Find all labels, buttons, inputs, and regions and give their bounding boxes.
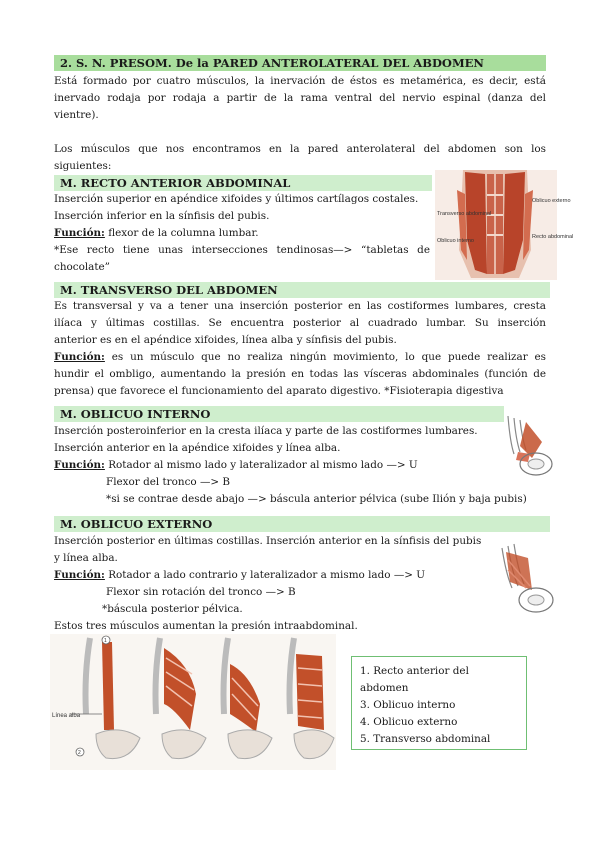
legend-box bbox=[351, 656, 527, 750]
legend-item-4: 4. Oblicuo externo bbox=[360, 716, 458, 728]
oblique-external-figure bbox=[498, 538, 558, 620]
funcion-label: Función: bbox=[54, 351, 105, 363]
transverso-funcion-line-2: hundir el ombligo, aumentando la presión en todas las vísceras abdominales (función de bbox=[54, 368, 546, 380]
recto-funcion bbox=[54, 225, 434, 242]
intro-line-3: vientre). bbox=[54, 109, 99, 121]
recto-line-2: Inserción inferior en la sínfisis del pubis. bbox=[54, 210, 270, 222]
transverso-line-1: Es transversal y va a tener una inserción posterior en las costiformes lumbares, cresta bbox=[54, 300, 546, 312]
externo-extra-2: *báscula posterior pélvica. bbox=[102, 603, 243, 615]
fig-label-oblicuo-ext: Oblicuo externo bbox=[532, 198, 571, 204]
funcion-label: Función: bbox=[54, 227, 105, 239]
label-num-1: 1 bbox=[104, 638, 107, 644]
transverso-funcion-text-1: es un músculo que no realiza ningún movimiento, lo que puede realizar es bbox=[104, 351, 546, 363]
externo-funcion-text: Rotador a lado contrario y lateralizador a mismo lado —> U bbox=[104, 569, 425, 581]
muscles-intro-line-1: Los músculos que nos encontramos en la pared anterolateral del abdomen son los bbox=[54, 143, 546, 155]
abdominal-muscles-figure bbox=[435, 170, 574, 280]
legend-item-1: 1. Recto anterior del bbox=[360, 665, 469, 677]
legend-item-3: 3. Oblicuo interno bbox=[360, 699, 456, 711]
intro-line-1: Está formado por cuatro músculos, la inervación de éstos es metamérica, es decir, está bbox=[54, 75, 546, 87]
label-linea-alba: Línea alba bbox=[52, 713, 81, 719]
recto-funcion-text: flexor de la columna lumbar. bbox=[104, 227, 259, 239]
interno-extra-1: Flexor del tronco —> B bbox=[106, 476, 230, 488]
label-num-2: 2 bbox=[78, 750, 81, 756]
funcion-label: Función: bbox=[54, 459, 105, 471]
fig-label-recto: Recto abdominal bbox=[532, 234, 574, 240]
section-title: 2. S. N. PRESOM. De la PARED ANTEROLATERAL DEL ABDOMEN bbox=[54, 55, 546, 71]
transverso-funcion bbox=[54, 349, 546, 366]
legend-item-1-cont: abdomen bbox=[360, 682, 409, 694]
externo-line-1: Inserción posterior en últimas costillas. Inserción anterior en la sínfisis del pubis bbox=[54, 535, 482, 547]
interno-funcion bbox=[54, 457, 502, 474]
recto-title: M. RECTO ANTERIOR ABDOMINAL bbox=[54, 175, 432, 191]
interno-line-1: Inserción posteroinferior en la cresta ilíaca y parte de las costiformes lumbares. bbox=[54, 425, 478, 437]
closing-line: Estos tres músculos aumentan la presión intraabdominal. bbox=[54, 620, 358, 632]
interno-funcion-text: Rotador al mismo lado y lateralizador al mismo lado —> U bbox=[104, 459, 418, 471]
legend-item-5: 5. Transverso abdominal bbox=[360, 733, 491, 745]
transverso-title: M. TRANSVERSO DEL ABDOMEN bbox=[54, 282, 550, 298]
interno-line-2: Inserción anterior en la apéndice xifoides y línea alba. bbox=[54, 442, 341, 454]
transverso-line-2: ilíaca y últimas costillas. Se encuentra posterior al cuadrado lumbar. Su inserción bbox=[54, 317, 546, 329]
recto-note-1: *Ese recto tiene unas intersecciones tendinosas—> “tabletas de bbox=[54, 244, 430, 256]
externo-funcion bbox=[54, 567, 502, 584]
interno-extra-2: *si se contrae desde abajo —> báscula anterior pélvica (sube Ilión y baja pubis) bbox=[106, 493, 527, 505]
funcion-label: Función: bbox=[54, 569, 105, 581]
externo-extra-1: Flexor sin rotación del tronco —> B bbox=[106, 586, 296, 598]
recto-note-2: chocolate” bbox=[54, 261, 110, 273]
externo-title: M. OBLICUO EXTERNO bbox=[54, 516, 550, 532]
fig-label-transverso: Transverso abdominal bbox=[437, 211, 492, 217]
muscles-intro-line-2: siguientes: bbox=[54, 160, 112, 172]
fig-label-oblicuo-int: Oblicuo interno bbox=[437, 238, 474, 244]
abdominal-layers-figure bbox=[50, 634, 336, 770]
intro-line-2: inervado rodaja por rodaja a partir de la rama ventral del nervio espinal (danza del bbox=[54, 92, 546, 104]
externo-line-2: y línea alba. bbox=[54, 552, 118, 564]
oblique-internal-figure bbox=[500, 412, 558, 480]
recto-line-1: Inserción superior en apéndice xifoides y últimos cartílagos costales. bbox=[54, 193, 419, 205]
interno-title: M. OBLICUO INTERNO bbox=[54, 406, 504, 422]
transverso-funcion-line-3: prensa) que favorece el funcionamiento del aparato digestivo. *Fisioterapia digestiva bbox=[54, 385, 504, 397]
transverso-line-3: anterior es en el apéndice xifoides, línea alba y sínfisis del pubis. bbox=[54, 334, 397, 346]
